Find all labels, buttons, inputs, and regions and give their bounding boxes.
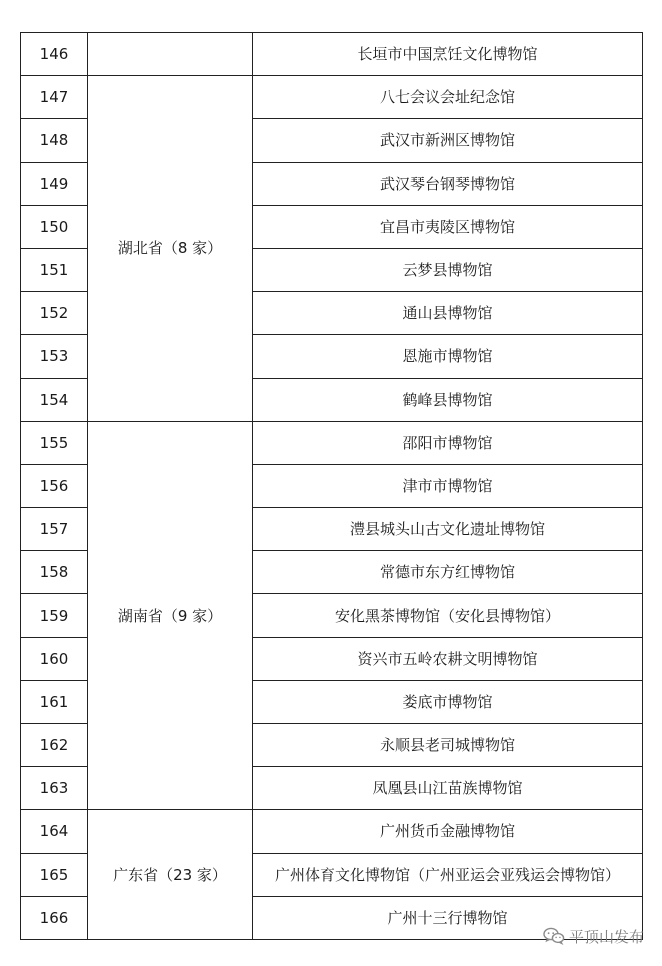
museum-name: 永顺县老司城博物馆 [253, 724, 643, 767]
province-hunan: 湖南省（9 家） [88, 421, 253, 810]
museum-name: 广州十三行博物馆 [253, 896, 643, 939]
row-number: 157 [21, 508, 88, 551]
province-guangdong: 广东省（23 家） [88, 810, 253, 940]
table-row [21, 421, 643, 464]
row-number: 148 [21, 119, 88, 162]
row-number: 150 [21, 205, 88, 248]
row-number: 152 [21, 292, 88, 335]
museum-name: 广州体育文化博物馆（广州亚运会亚残运会博物馆） [253, 853, 643, 896]
museum-list-table [20, 32, 643, 940]
museum-name: 广州货币金融博物馆 [253, 810, 643, 853]
row-number: 155 [21, 421, 88, 464]
row-number: 161 [21, 680, 88, 723]
row-number: 154 [21, 378, 88, 421]
museum-name: 宜昌市夷陵区博物馆 [253, 205, 643, 248]
row-number: 146 [21, 33, 88, 76]
row-number: 149 [21, 162, 88, 205]
museum-name: 凤凰县山江苗族博物馆 [253, 767, 643, 810]
museum-name: 八七会议会址纪念馆 [253, 76, 643, 119]
museum-name: 鹤峰县博物馆 [253, 378, 643, 421]
row-number: 147 [21, 76, 88, 119]
museum-name: 娄底市博物馆 [253, 680, 643, 723]
row-number: 153 [21, 335, 88, 378]
museum-name: 长垣市中国烹饪文化博物馆 [253, 33, 643, 76]
table-row [21, 33, 643, 76]
province-cell-empty [88, 33, 253, 76]
table-row [21, 810, 643, 853]
wechat-icon [543, 927, 565, 945]
table-row [21, 76, 643, 119]
museum-name: 恩施市博物馆 [253, 335, 643, 378]
row-number: 164 [21, 810, 88, 853]
museum-name: 邵阳市博物馆 [253, 421, 643, 464]
row-number: 162 [21, 724, 88, 767]
museum-name: 通山县博物馆 [253, 292, 643, 335]
museum-name: 武汉市新洲区博物馆 [253, 119, 643, 162]
row-number: 160 [21, 637, 88, 680]
row-number: 156 [21, 464, 88, 507]
museum-name: 澧县城头山古文化遗址博物馆 [253, 508, 643, 551]
museum-name: 津市市博物馆 [253, 464, 643, 507]
row-number: 166 [21, 896, 88, 939]
row-number: 158 [21, 551, 88, 594]
museum-name: 武汉琴台钢琴博物馆 [253, 162, 643, 205]
museum-name: 常德市东方红博物馆 [253, 551, 643, 594]
row-number: 163 [21, 767, 88, 810]
museum-name: 资兴市五岭农耕文明博物馆 [253, 637, 643, 680]
row-number: 159 [21, 594, 88, 637]
museum-name: 云梦县博物馆 [253, 248, 643, 291]
museum-name: 安化黑茶博物馆（安化县博物馆） [253, 594, 643, 637]
row-number: 151 [21, 248, 88, 291]
row-number: 165 [21, 853, 88, 896]
province-hubei: 湖北省（8 家） [88, 76, 253, 422]
watermark-text: 平顶山发布 [568, 927, 644, 946]
watermark [543, 924, 644, 948]
